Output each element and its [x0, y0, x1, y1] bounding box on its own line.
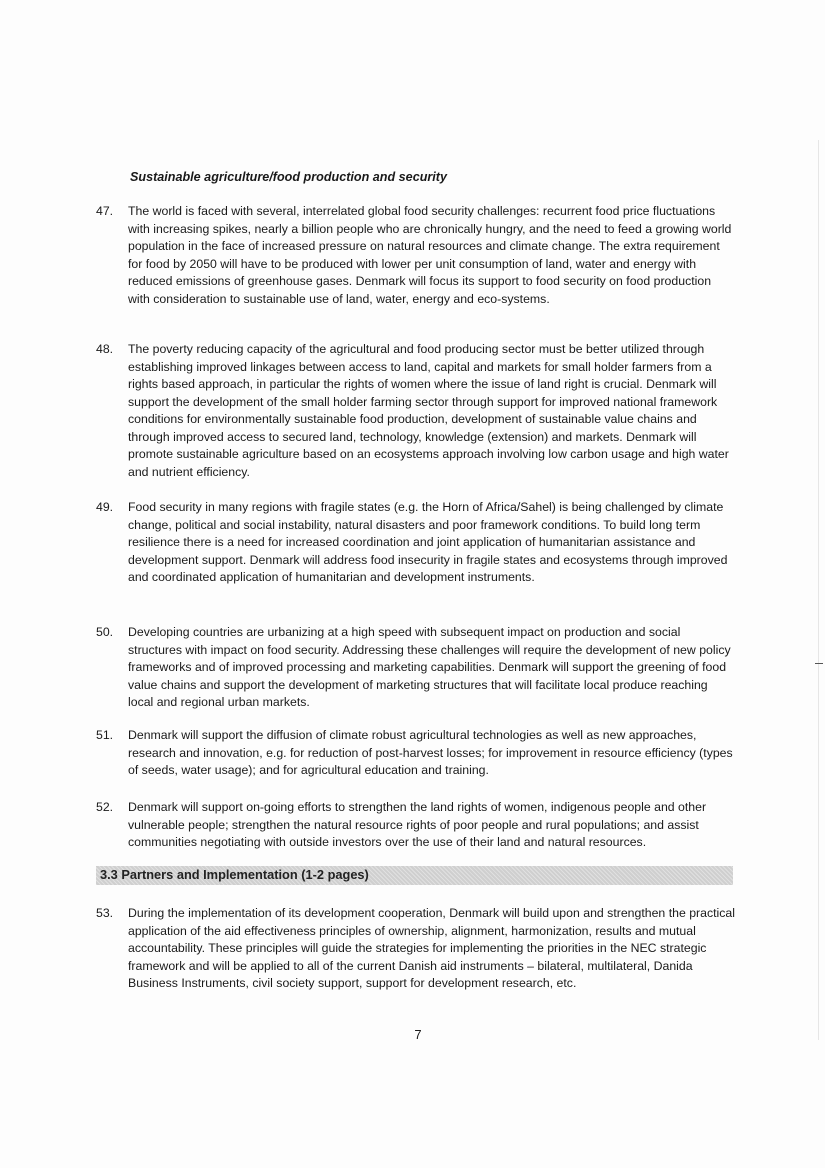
subsection-heading-band: [96, 866, 733, 885]
paragraph-text: Food security in many regions with fragile states (e.g. the Horn of Africa/Sahel) is being challenged by climate change, political and social instability, natural disasters and poor framework conditions. To build long term resilience there is a need for increased coordination and joint application of humanitarian assistance and development support. Denmark will address food insecurity in fragile states and ecosystems through improved and coordinated application of humanitarian and development instruments.: [128, 500, 728, 584]
paragraph-48: [96, 341, 736, 481]
paragraph-number: 47.: [96, 204, 114, 218]
paragraph-number: 49.: [96, 500, 114, 514]
paragraph-53: [96, 905, 736, 993]
paragraph-text: The poverty reducing capacity of the agricultural and food producing sector must be better utilized through establishing improved linkages between access to land, capital and markets for small holder farmers from a rights based approach, in particular the rights of women where the issue of land right is crucial. Denmark will support the development of the small holder farming sector through support for improved national framework conditions for environmentally sustainable food production, development of sustainable value chains and through improved access to secured land, technology, knowledge (extension) and markets. Denmark will promote sustainable agriculture based on an ecosystems approach involving low carbon usage and high water and nutrient efficiency.: [128, 342, 729, 479]
paragraph-text: Developing countries are urbanizing at a high speed with subsequent impact on production and social structures with impact on food security. Addressing these challenges will require the development of new policy frameworks and of improved processing and marketing capabilities. Denmark will support the greening of food value chains and support the development of marketing structures that will facilitate local produce reaching local and regional urban markets.: [128, 625, 731, 709]
paragraph-49: [96, 499, 736, 587]
subsection-heading: 3.3 Partners and Implementation (1-2 pages): [100, 867, 369, 882]
paragraph-50: [96, 624, 736, 712]
paragraph-text: Denmark will support the diffusion of climate robust agricultural technologies as well as new approaches, research and innovation, e.g. for reduction of post-harvest losses; for improvement in resource efficiency (types of seeds, water usage); and for agricultural education and training.: [128, 728, 733, 777]
scan-edge-mark: [815, 663, 823, 664]
paragraph-number: 53.: [96, 906, 114, 920]
section-title: Sustainable agriculture/food production and security: [130, 170, 447, 184]
paragraph-text: Denmark will support on-going efforts to strengthen the land rights of women, indigenous people and other vulnerable people; strengthen the natural resource rights of poor people and rural populations; and assist communities negotiating with outside investors over the use of their land and natural resources.: [128, 800, 707, 849]
paragraph-47: [96, 203, 736, 308]
page-number: 7: [414, 1027, 422, 1042]
paragraph-number: 51.: [96, 728, 114, 742]
paragraph-52: [96, 799, 736, 852]
paragraph-number: 50.: [96, 625, 114, 639]
scan-edge-line: [818, 140, 819, 1040]
paragraph-number: 48.: [96, 342, 114, 356]
paragraph-number: 52.: [96, 800, 114, 814]
paragraph-51: [96, 727, 736, 780]
paragraph-text: During the implementation of its development cooperation, Denmark will build upon and strengthen the practical application of the aid effectiveness principles of ownership, alignment, harmonization, results and mutual accountability. These principles will guide the strategies for implementing the priorities in the NEC strategic framework and will be applied to all of the current Danish aid instruments – bilateral, multilateral, Danida Business Instruments, civil society support, support for development research, etc.: [128, 906, 735, 990]
paragraph-text: The world is faced with several, interrelated global food security challenges: recurrent food price fluctuations with increasing spikes, nearly a billion people who are chronically hungry, and the need to feed a growing world population in the face of increased pressure on natural resources and climate change. The extra requirement for food by 2050 will have to be produced with lower per unit consumption of land, water and energy with reduced emissions of greenhouse gases. Denmark will focus its support to food security on food production with consideration to sustainable use of land, water, energy and eco-systems.: [128, 204, 732, 306]
